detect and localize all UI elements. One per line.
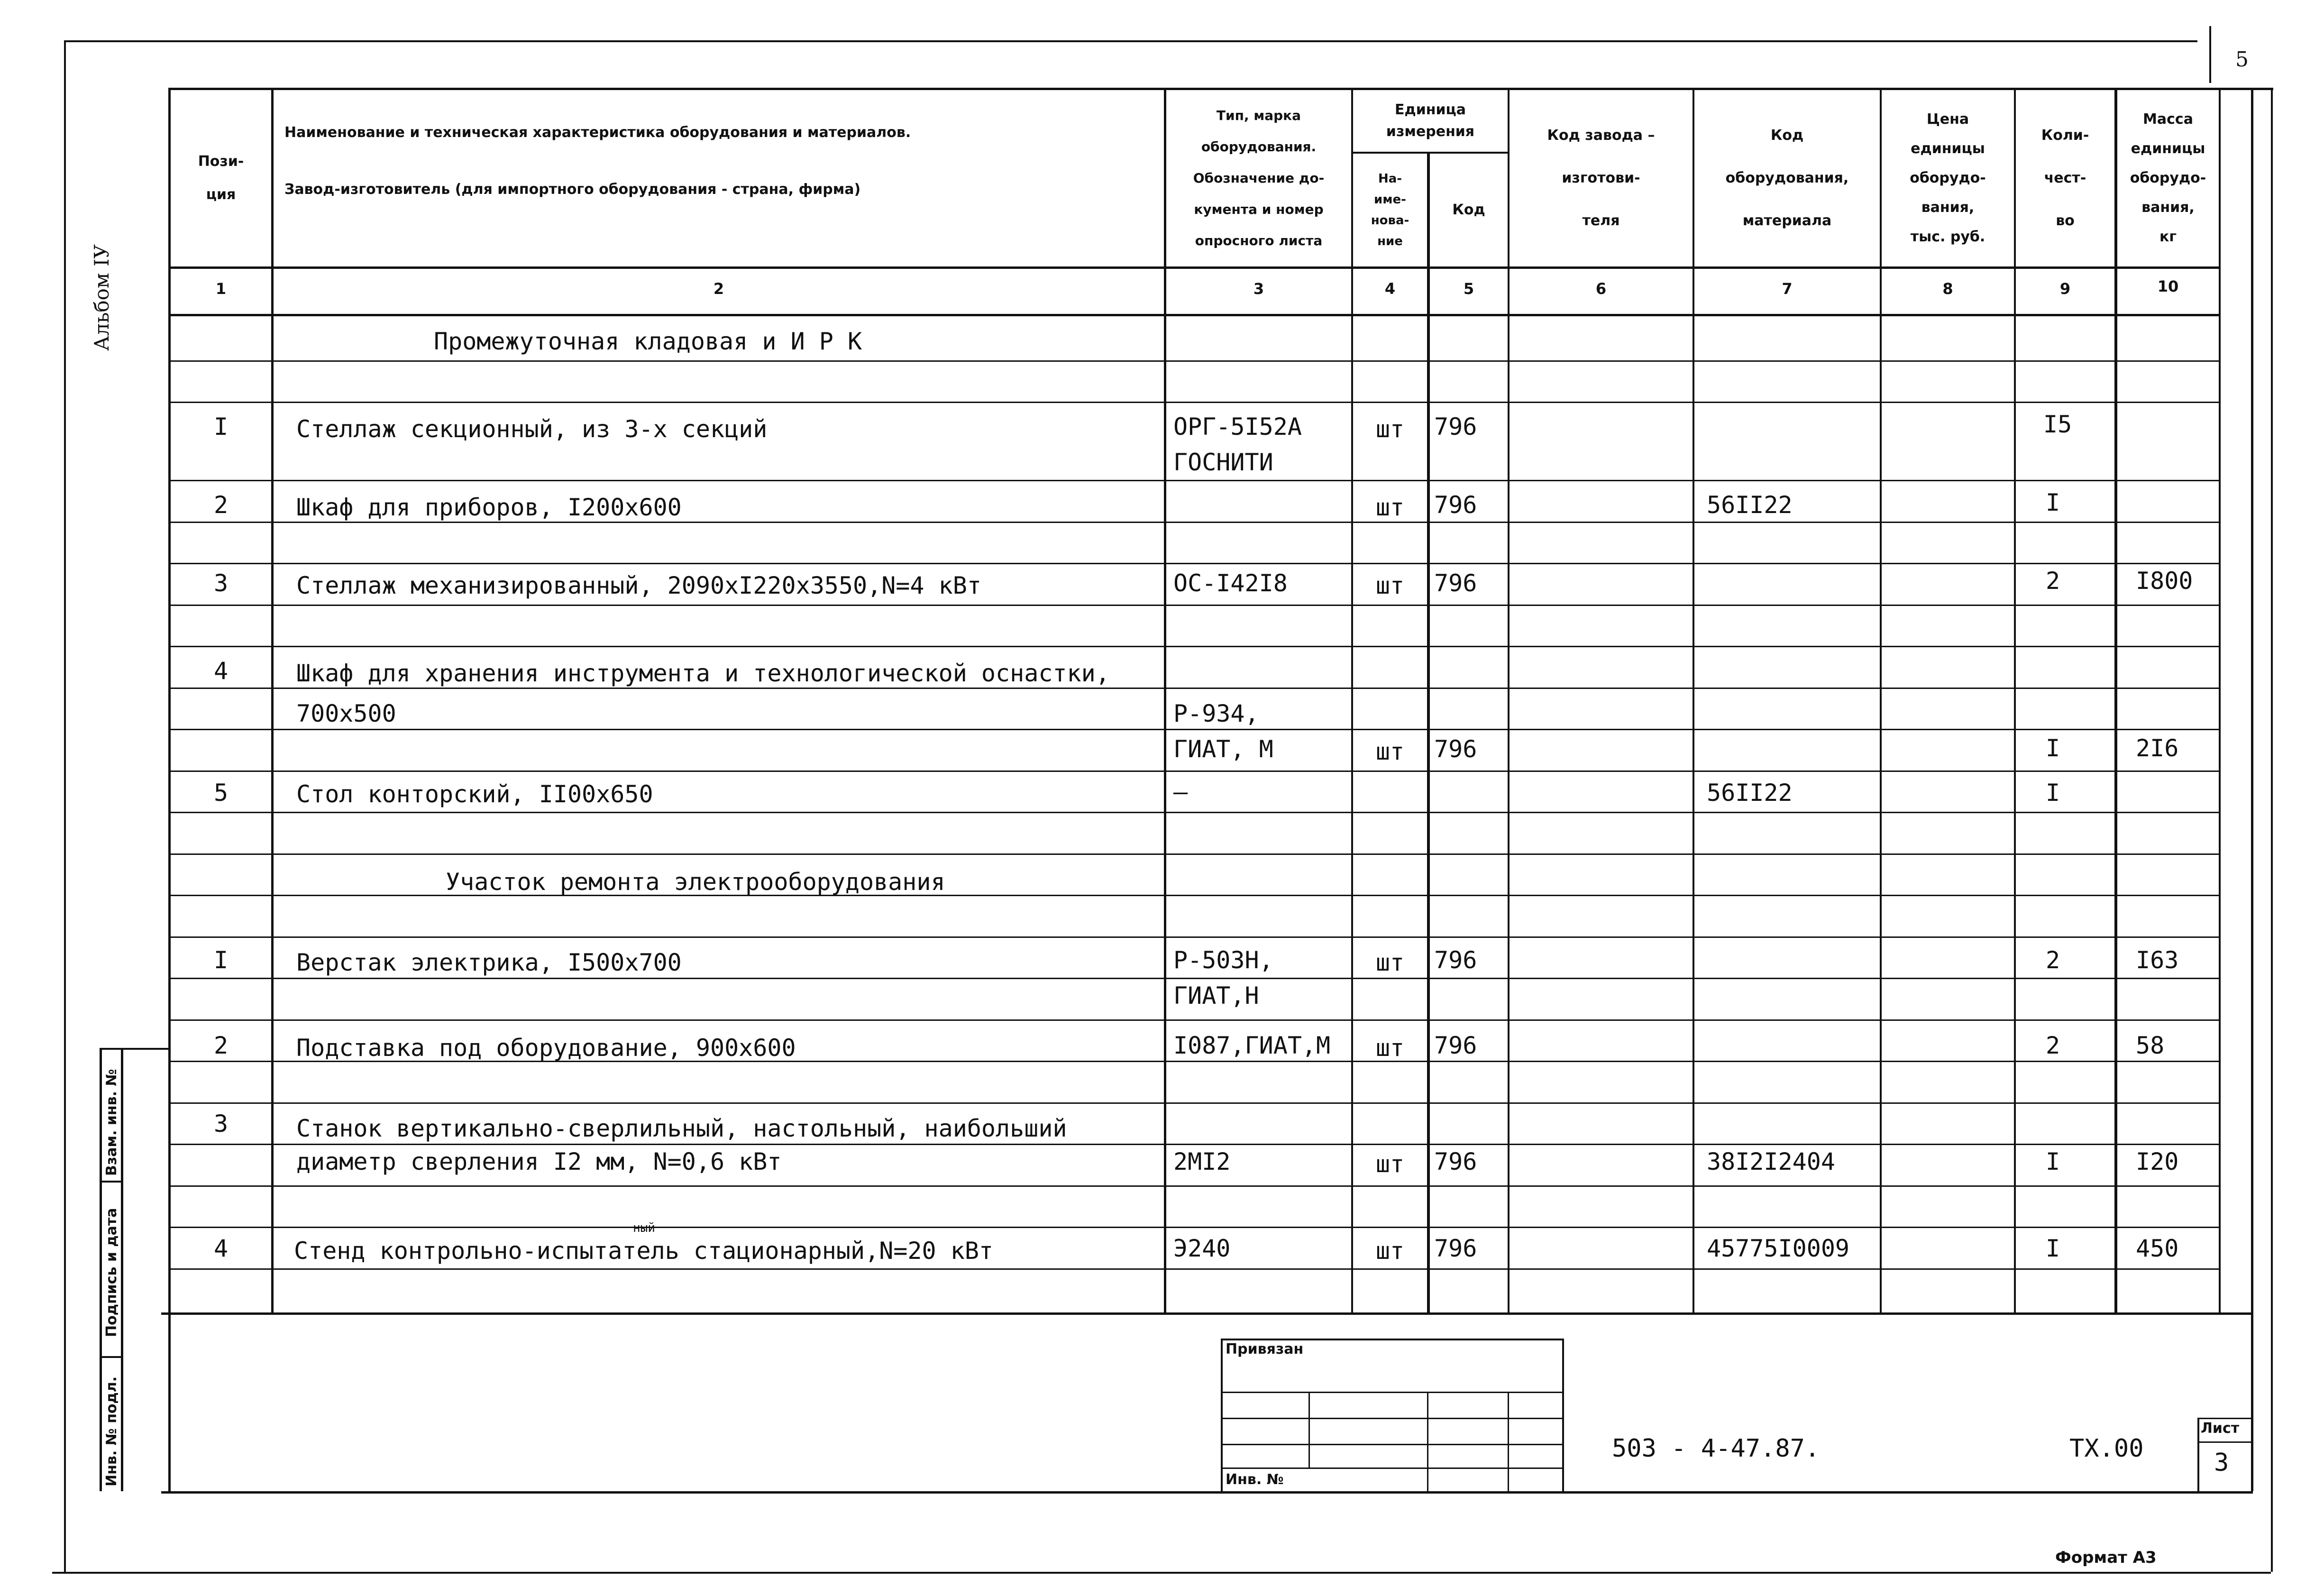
stamp-right bbox=[1562, 1339, 1564, 1491]
row-line bbox=[168, 936, 2219, 938]
header-qty: Коли- чест- во bbox=[2041, 127, 2089, 229]
row-line bbox=[168, 1019, 2219, 1021]
row-unit: шт bbox=[1375, 494, 1405, 521]
frame-right bbox=[2271, 88, 2273, 1572]
row-type: I087,ГИАТ,М bbox=[1173, 1032, 1331, 1059]
row-line bbox=[168, 1268, 2219, 1270]
row-code: 796 bbox=[1434, 569, 1477, 597]
stamp-row bbox=[1221, 1468, 1562, 1469]
stamp-col bbox=[1308, 1392, 1310, 1468]
col-number: 7 bbox=[1782, 280, 1793, 298]
row-qty: I bbox=[2046, 489, 2060, 516]
row-name: Стенд контрольно-испытатель стационарный,N=20 кВт bbox=[294, 1237, 994, 1265]
col-number: 1 bbox=[215, 280, 227, 298]
format-label: Формат А3 bbox=[2055, 1548, 2157, 1567]
row-line bbox=[168, 480, 2219, 481]
col-number: 5 bbox=[1463, 280, 1474, 298]
row-pos: I bbox=[213, 413, 229, 440]
row-line bbox=[168, 978, 2219, 979]
row-name: Стол конторский, II00x650 bbox=[296, 780, 653, 808]
side-stamp-left bbox=[100, 1048, 102, 1491]
stamp-top bbox=[1221, 1339, 1562, 1340]
header-name-line1: Наименование и техническая характеристика оборудования и материалов. bbox=[284, 124, 911, 141]
col-line-4 bbox=[1427, 152, 1430, 1313]
row-pos: 4 bbox=[213, 657, 229, 685]
sheet-box-left bbox=[2197, 1418, 2199, 1491]
inv-podl-label: Инв. № подл. bbox=[103, 1376, 120, 1486]
vzam-inv-label: Взам. инв. № bbox=[103, 1069, 120, 1176]
row-line bbox=[168, 563, 2219, 564]
col-number: 3 bbox=[1253, 280, 1264, 298]
header-maker-code: Код завода – изготови- теля bbox=[1547, 127, 1655, 229]
frame-left bbox=[64, 40, 66, 1572]
row-equip: 56II22 bbox=[1707, 779, 1793, 807]
row-name-2: 700x500 bbox=[296, 700, 396, 727]
row-line bbox=[168, 605, 2219, 606]
header-equip-code: Код оборудования, материала bbox=[1725, 127, 1849, 229]
row-pos: I bbox=[213, 946, 229, 974]
row-code: 796 bbox=[1434, 946, 1477, 974]
row-mass: I800 bbox=[2136, 567, 2193, 595]
col-number: 10 bbox=[2157, 277, 2179, 295]
page-number: 5 bbox=[2235, 47, 2249, 72]
row-mass: 2I6 bbox=[2136, 734, 2179, 762]
row-name: Стеллаж механизированный, 2090xI220x3550,N=4 кВт bbox=[296, 572, 981, 599]
sheet-number: 3 bbox=[2214, 1449, 2229, 1477]
row-code: 796 bbox=[1434, 491, 1477, 519]
row-type-2: ГИАТ, М bbox=[1173, 735, 1273, 763]
side-stamp-divider bbox=[121, 1048, 123, 1491]
row-type: – bbox=[1173, 778, 1188, 806]
header-type: Тип, марка оборудования. Обозначение до- кумента и номер опросного листа bbox=[1193, 108, 1325, 248]
frame-top bbox=[64, 40, 2197, 42]
col-number: 9 bbox=[2059, 280, 2071, 298]
row-line bbox=[168, 1102, 2219, 1104]
row-mass: I20 bbox=[2136, 1148, 2179, 1175]
row-unit: шт bbox=[1375, 572, 1405, 599]
album-label: Альбом IУ bbox=[90, 244, 113, 351]
row-pos: 2 bbox=[213, 491, 229, 519]
row-name: Верстак электрика, I500x700 bbox=[296, 949, 682, 976]
col-number: 2 bbox=[713, 280, 724, 298]
row-line bbox=[168, 770, 2219, 772]
header-mass: Масса единицы оборудо- вания, кг bbox=[2130, 111, 2206, 245]
col-number: 6 bbox=[1595, 280, 1607, 298]
row-qty: I bbox=[2046, 779, 2060, 807]
col-number: 8 bbox=[1942, 280, 1953, 298]
row-line bbox=[168, 729, 2219, 730]
row-type-2: ГОСНИТИ bbox=[1173, 449, 1273, 476]
inv-no-label: Инв. № bbox=[1226, 1471, 1284, 1488]
header-unit-group: Единица измерения bbox=[1386, 101, 1475, 140]
row-line bbox=[168, 360, 2219, 362]
row-type: 2МI2 bbox=[1173, 1148, 1231, 1175]
col-line-1 bbox=[271, 88, 274, 1313]
table-body-bottom bbox=[161, 1312, 2253, 1315]
row-mass: I63 bbox=[2136, 946, 2179, 974]
row-type: Р-934, bbox=[1173, 700, 1259, 727]
colnum-bottom bbox=[168, 314, 2219, 316]
row-pos: 3 bbox=[213, 1110, 229, 1137]
side-stamp-top bbox=[100, 1048, 171, 1050]
section-title: Участок ремонта электрооборудования bbox=[446, 868, 945, 896]
row-qty: I bbox=[2046, 1235, 2060, 1262]
row-line bbox=[168, 1144, 2219, 1145]
row-unit: шт bbox=[1375, 738, 1405, 765]
row-qty: 2 bbox=[2046, 946, 2060, 974]
col-number: 4 bbox=[1384, 280, 1396, 298]
col-line-7 bbox=[1880, 88, 1882, 1313]
col-line-10 bbox=[2219, 88, 2221, 1313]
row-equip: 38I2I2404 bbox=[1707, 1148, 1835, 1175]
row-name: Станок вертикально-сверлильный, настольный, наибольший bbox=[296, 1115, 1067, 1142]
row-type: ОРГ-5I52А bbox=[1173, 413, 1302, 440]
row-name: Подставка под оборудование, 900x600 bbox=[296, 1034, 796, 1062]
row-line bbox=[168, 1227, 2219, 1228]
row-code: 796 bbox=[1434, 1032, 1477, 1059]
stamp-col bbox=[1427, 1392, 1428, 1491]
row-name: Стеллаж секционный, из 3-х секций bbox=[296, 415, 768, 443]
stamp-row bbox=[1221, 1392, 1562, 1393]
row-unit: шт bbox=[1375, 1237, 1405, 1265]
row-mass: 58 bbox=[2136, 1032, 2165, 1059]
col-line-8 bbox=[2014, 88, 2016, 1313]
frame-bottom bbox=[52, 1572, 2271, 1574]
header-name-line2: Завод-изготовитель (для импортного оборудования - страна, фирма) bbox=[284, 181, 861, 198]
row-unit: шт bbox=[1375, 1034, 1405, 1062]
doc-mark: ТХ.00 bbox=[2069, 1434, 2144, 1463]
side-stamp-sep2 bbox=[100, 1356, 123, 1358]
row-qty: I bbox=[2046, 734, 2060, 762]
header-unit-code: Код bbox=[1452, 202, 1485, 218]
header-unit-name: На- име- нова- ние bbox=[1371, 172, 1409, 248]
row-unit: шт bbox=[1375, 1150, 1405, 1178]
row-type: ОС-I42I8 bbox=[1173, 569, 1288, 597]
col-line-5 bbox=[1508, 88, 1510, 1313]
row-type-2: ГИАТ,Н bbox=[1173, 982, 1259, 1009]
header-bottom bbox=[168, 266, 2219, 269]
row-line bbox=[168, 646, 2219, 647]
row-type: Э240 bbox=[1173, 1235, 1231, 1262]
row-pos: 4 bbox=[213, 1235, 229, 1262]
row-qty: 2 bbox=[2046, 567, 2060, 595]
header-pos: Пози- ция bbox=[198, 153, 244, 203]
row-line bbox=[168, 1185, 2219, 1187]
row-name: Шкаф для приборов, I200x600 bbox=[296, 494, 682, 521]
row-line bbox=[168, 522, 2219, 523]
col-line-9 bbox=[2114, 88, 2117, 1313]
stamp-row bbox=[1221, 1444, 1562, 1445]
row-unit: шт bbox=[1375, 949, 1405, 976]
col-line-3 bbox=[1351, 88, 1353, 1313]
col-line-6 bbox=[1693, 88, 1694, 1313]
row-line bbox=[168, 812, 2219, 813]
row-name: Шкаф для хранения инструмента и технологической оснастки, bbox=[296, 660, 1110, 687]
doc-code: 503 - 4-47.87. bbox=[1612, 1434, 1820, 1463]
row-equip: 45775I0009 bbox=[1707, 1235, 1850, 1262]
frame-corner-right bbox=[2209, 26, 2211, 83]
row-line bbox=[168, 402, 2219, 403]
table-bottom-border bbox=[161, 1491, 2253, 1494]
row-qty: I5 bbox=[2043, 411, 2072, 438]
row-type: Р-503Н, bbox=[1173, 946, 1273, 974]
row-qty: 2 bbox=[2046, 1032, 2060, 1059]
table-right-border bbox=[2251, 88, 2253, 1491]
row-line bbox=[168, 853, 2219, 855]
stamp-row bbox=[1221, 1418, 1562, 1419]
row-name-note: ный bbox=[633, 1221, 655, 1235]
privyazan-label: Привязан bbox=[1226, 1341, 1304, 1358]
col-line-2 bbox=[1164, 88, 1166, 1313]
section-title: Промежуточная кладовая и И Р К bbox=[434, 328, 862, 355]
row-code: 796 bbox=[1434, 413, 1477, 440]
header-price: Цена единицы оборудо- вания, тыс. руб. bbox=[1910, 111, 1986, 245]
sheet-box-mid bbox=[2197, 1441, 2253, 1443]
podpis-data-label: Подпись и дата bbox=[103, 1208, 120, 1337]
row-pos: 3 bbox=[213, 569, 229, 597]
row-qty: I bbox=[2046, 1148, 2060, 1175]
row-pos: 2 bbox=[213, 1032, 229, 1059]
row-pos: 5 bbox=[213, 779, 229, 807]
stamp-col bbox=[1508, 1392, 1509, 1491]
row-name-2: диаметр сверления I2 мм, N=0,6 кВт bbox=[296, 1148, 782, 1175]
side-stamp-sep1 bbox=[100, 1181, 123, 1183]
row-code: 796 bbox=[1434, 1148, 1477, 1175]
sheet-label: Лист bbox=[2201, 1420, 2240, 1437]
row-code: 796 bbox=[1434, 735, 1477, 763]
row-equip: 56II22 bbox=[1707, 491, 1793, 519]
sheet-box-top bbox=[2197, 1418, 2253, 1419]
row-mass: 450 bbox=[2136, 1235, 2179, 1262]
row-unit: шт bbox=[1375, 415, 1405, 443]
row-code: 796 bbox=[1434, 1235, 1477, 1262]
row-line bbox=[168, 688, 2219, 689]
